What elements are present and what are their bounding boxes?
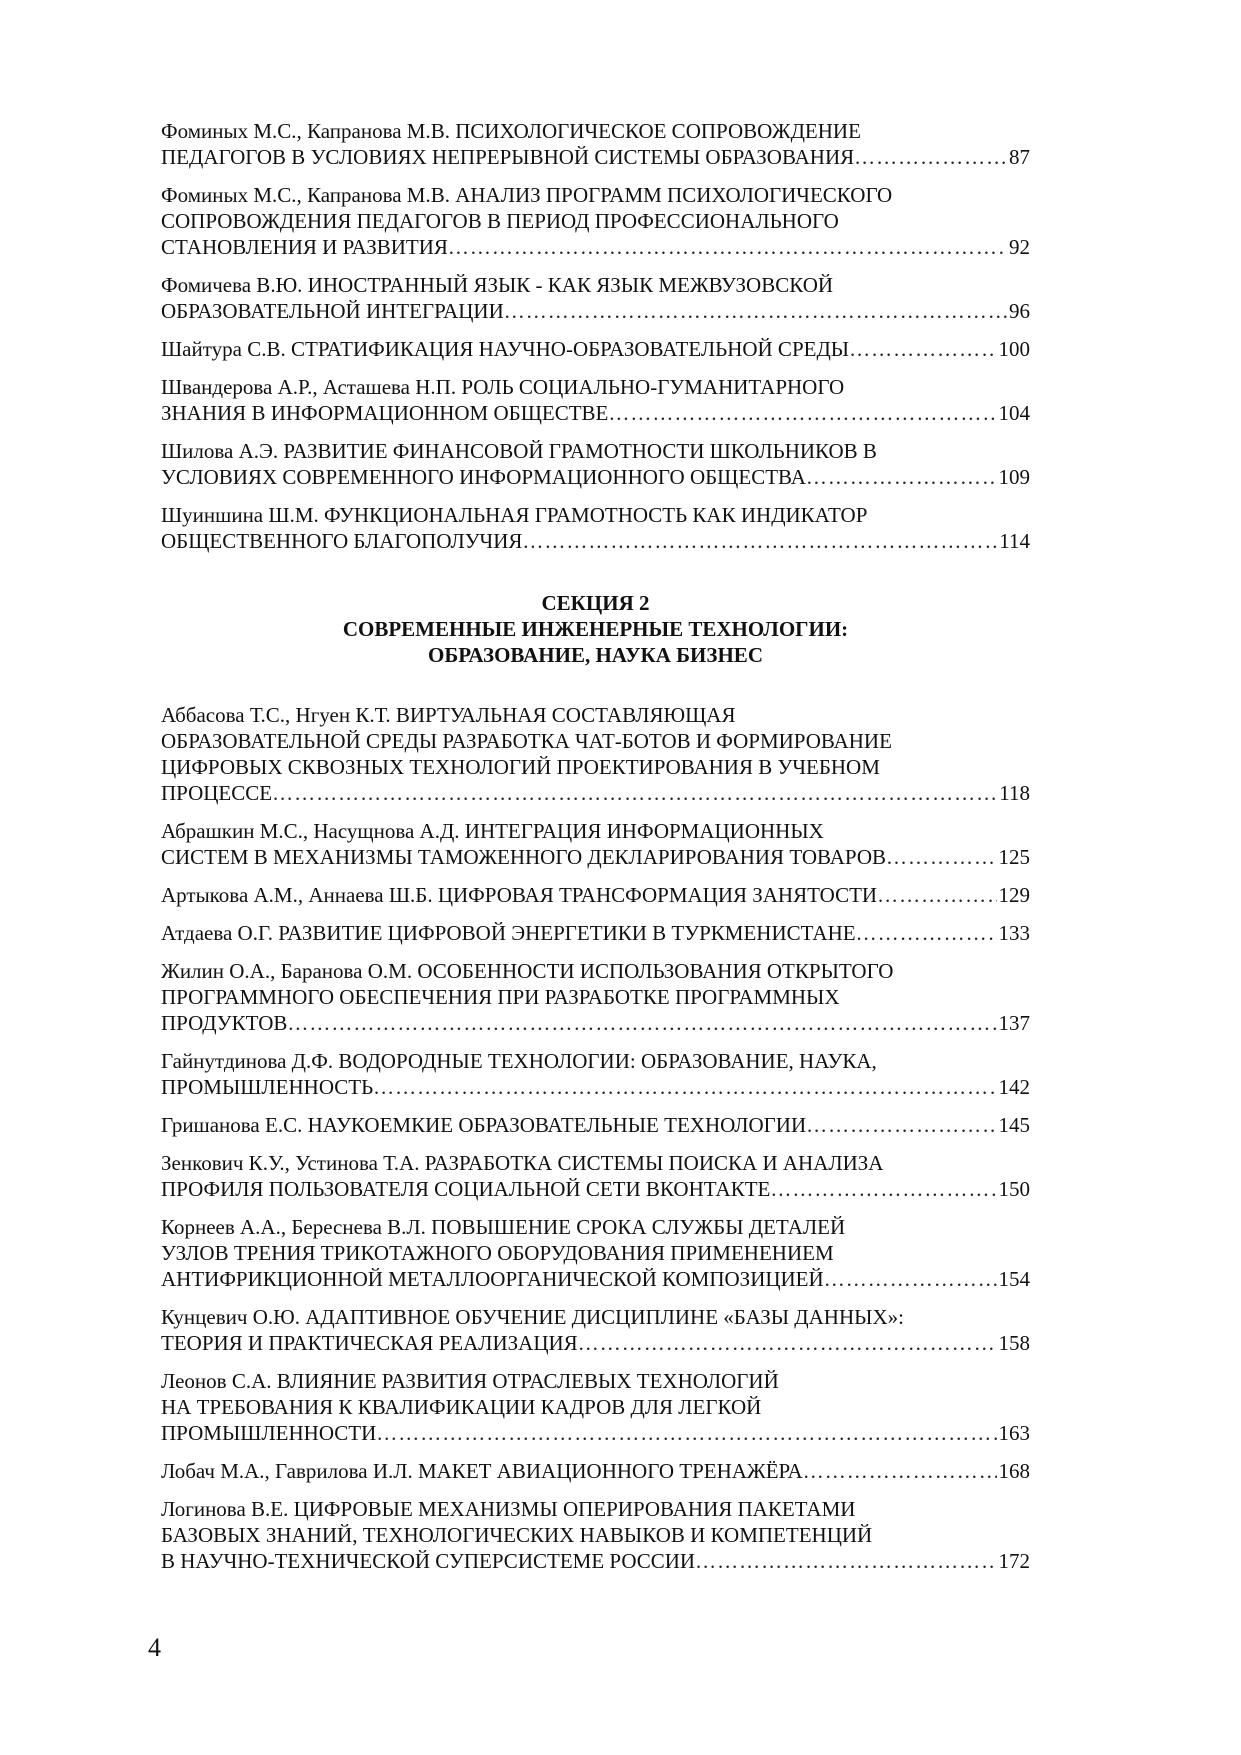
dot-leader: [886, 844, 997, 870]
toc-entry-page: 137: [998, 1011, 1030, 1035]
toc-entry-last-line: [161, 336, 1030, 362]
dot-leader: [522, 528, 997, 554]
toc-entry-last-line: [161, 844, 1030, 870]
toc-entry-text: Атдаева О.Г. РАЗВИТИЕ ЦИФРОВОЙ ЭНЕРГЕТИКИ В ТУРКМЕНИСТАНЕ: [161, 921, 856, 945]
toc-entry-last-line: [161, 1548, 1030, 1574]
toc-entry-last-line: [161, 528, 1030, 554]
toc-entry-page: 96: [1009, 299, 1030, 323]
page-number: 4: [148, 1633, 161, 1662]
toc-entry-page: 129: [998, 883, 1030, 907]
toc-entry-line: Швандерова А.Р., Асташева Н.П. РОЛЬ СОЦИАЛЬНО-ГУМАНИТАРНОГО: [161, 375, 845, 399]
toc-entry-page: 142: [998, 1075, 1030, 1099]
toc-entry-page: 133: [998, 921, 1030, 945]
dot-leader: [877, 882, 996, 908]
dot-leader: [448, 234, 1007, 260]
toc-entry-page: 163: [998, 1421, 1030, 1445]
toc-entry-line: Фомичева В.Ю. ИНОСТРАННЫЙ ЯЗЫК - КАК ЯЗЫК МЕЖВУЗОВСКОЙ: [161, 273, 834, 297]
toc-entry-text: ПЕДАГОГОВ В УСЛОВИЯХ НЕПРЕРЫВНОЙ СИСТЕМЫ ОБРАЗОВАНИЯ: [161, 145, 855, 169]
toc-entry-page: 92: [1009, 235, 1030, 259]
toc-entry-text: СИСТЕМ В МЕХАНИЗМЫ ТАМОЖЕННОГО ДЕКЛАРИРОВАНИЯ ТОВАРОВ: [161, 845, 886, 869]
toc-entry-line: НА ТРЕБОВАНИЯ К КВАЛИФИКАЦИИ КАДРОВ ДЛЯ ЛЕГКОЙ: [161, 1395, 762, 1419]
dot-leader: [373, 1074, 996, 1100]
dot-leader: [578, 1330, 997, 1356]
toc-entry-page: 145: [998, 1113, 1030, 1137]
toc-entry-text: Лобач М.А., Гаврилова И.Л. МАКЕТ АВИАЦИОННОГО ТРЕНАЖЁРА: [161, 1459, 803, 1483]
dot-leader: [806, 464, 997, 490]
toc-entry-last-line: [161, 1074, 1030, 1100]
toc-entry[interactable]: [161, 272, 1030, 324]
dot-leader: [770, 1176, 996, 1202]
toc-entry-text: ПРОЦЕССЕ: [161, 781, 273, 805]
toc-entry-last-line: [161, 780, 1030, 806]
section-heading: [161, 590, 1030, 668]
toc-entry-page: 104: [998, 401, 1030, 425]
toc-entry[interactable]: [161, 882, 1030, 908]
toc-entry-last-line: [161, 1458, 1030, 1484]
toc-entry-page: 125: [998, 845, 1030, 869]
toc-entry-text: В НАУЧНО-ТЕХНИЧЕСКОЙ СУПЕРСИСТЕМЕ РОССИИ: [161, 1549, 696, 1573]
dot-leader: [287, 1010, 996, 1036]
dot-leader: [849, 336, 996, 362]
toc-entry[interactable]: [161, 1048, 1030, 1100]
toc-entry-text: ПРОФИЛЯ ПОЛЬЗОВАТЕЛЯ СОЦИАЛЬНОЙ СЕТИ ВКОНТАКТЕ: [161, 1177, 771, 1201]
toc-entry-text: ТЕОРИЯ И ПРАКТИЧЕСКАЯ РЕАЛИЗАЦИЯ: [161, 1331, 578, 1355]
toc-entry[interactable]: [161, 374, 1030, 426]
toc-entry[interactable]: [161, 118, 1030, 170]
dot-leader: [806, 1112, 996, 1138]
toc-entry-line: Жилин О.А., Баранова О.М. ОСОБЕННОСТИ ИСПОЛЬЗОВАНИЯ ОТКРЫТОГО: [161, 959, 894, 983]
toc-entry-last-line: [161, 1266, 1030, 1292]
toc-entry-text: СТАНОВЛЕНИЯ И РАЗВИТИЯ: [161, 235, 448, 259]
toc-entry-line: СОПРОВОЖДЕНИЯ ПЕДАГОГОВ В ПЕРИОД ПРОФЕССИОНАЛЬНОГО: [161, 209, 839, 233]
toc-entry[interactable]: [161, 438, 1030, 490]
toc-entry-line: Корнеев А.А., Береснева В.Л. ПОВЫШЕНИЕ СРОКА СЛУЖБЫ ДЕТАЛЕЙ: [161, 1215, 846, 1239]
toc-entry-text: Гришанова Е.С. НАУКОЕМКИЕ ОБРАЗОВАТЕЛЬНЫЕ ТЕХНОЛОГИИ: [161, 1113, 807, 1137]
toc-entry-text: ПРОМЫШЛЕННОСТЬ: [161, 1075, 374, 1099]
toc-entry[interactable]: [161, 1112, 1030, 1138]
toc-entry[interactable]: [161, 818, 1030, 870]
toc-entry-last-line: [161, 1330, 1030, 1356]
dot-leader: [856, 920, 997, 946]
toc-entry-text: ПРОДУКТОВ: [161, 1011, 288, 1035]
toc-entry-page: 118: [999, 781, 1030, 805]
toc-entry-page: 100: [998, 337, 1030, 361]
toc-entry-text: ОБЩЕСТВЕННОГО БЛАГОПОЛУЧИЯ: [161, 529, 523, 553]
toc-entry-line: ЦИФРОВЫХ СКВОЗНЫХ ТЕХНОЛОГИЙ ПРОЕКТИРОВАНИЯ В УЧЕБНОМ: [161, 755, 880, 779]
toc-entry-line: Абрашкин М.С., Насущнова А.Д. ИНТЕГРАЦИЯ ИНФОРМАЦИОННЫХ: [161, 819, 824, 843]
toc-entry-line: УЗЛОВ ТРЕНИЯ ТРИКОТАЖНОГО ОБОРУДОВАНИЯ ПРИМЕНЕНИЕМ: [161, 1241, 834, 1265]
toc-entry-page: 87: [1009, 145, 1030, 169]
toc-entry-text: Шайтура С.В. СТРАТИФИКАЦИЯ НАУЧНО-ОБРАЗОВАТЕЛЬНОЙ СРЕДЫ: [161, 337, 850, 361]
toc-entry-page: 168: [998, 1459, 1030, 1483]
toc-entry-page: 172: [998, 1549, 1030, 1573]
toc-entry-text: ОБРАЗОВАТЕЛЬНОЙ ИНТЕГРАЦИИ: [161, 299, 504, 323]
section-title-line1: СОВРЕМЕННЫЕ ИНЖЕНЕРНЫЕ ТЕХНОЛОГИИ:: [342, 617, 849, 641]
toc-entry[interactable]: [161, 1368, 1030, 1446]
dot-leader: [695, 1548, 996, 1574]
toc-entry-page: 109: [998, 465, 1030, 489]
toc-entry-last-line: [161, 1112, 1030, 1138]
toc-entry-last-line: [161, 298, 1030, 324]
toc-entry[interactable]: [161, 702, 1030, 806]
dot-leader: [504, 298, 1007, 324]
toc-entry[interactable]: [161, 1304, 1030, 1356]
dot-leader: [803, 1458, 997, 1484]
toc-entry-line: Леонов С.А. ВЛИЯНИЕ РАЗВИТИЯ ОТРАСЛЕВЫХ ТЕХНОЛОГИЙ: [161, 1369, 779, 1393]
toc-entry[interactable]: [161, 1214, 1030, 1292]
toc-entry-last-line: [161, 144, 1030, 170]
toc-entry[interactable]: [161, 1458, 1030, 1484]
dot-leader: [824, 1266, 997, 1292]
toc-entry-last-line: [161, 1010, 1030, 1036]
toc-entry-text: АНТИФРИКЦИОННОЙ МЕТАЛЛООРГАНИЧЕСКОЙ КОМПОЗИЦИЕЙ: [161, 1267, 824, 1291]
dot-leader: [272, 780, 997, 806]
toc-entry[interactable]: [161, 502, 1030, 554]
toc-entry-page: 154: [998, 1267, 1030, 1291]
toc-entry[interactable]: [161, 920, 1030, 946]
toc-entry-last-line: [161, 234, 1030, 260]
toc-entry-last-line: [161, 882, 1030, 908]
toc-entry-text: ПРОМЫШЛЕННОСТИ: [161, 1421, 377, 1445]
toc-entry-text: ЗНАНИЯ В ИНФОРМАЦИОННОМ ОБЩЕСТВЕ: [161, 401, 609, 425]
dot-leader: [854, 144, 1007, 170]
toc-entry-line: Зенкович К.У., Устинова Т.А. РАЗРАБОТКА СИСТЕМЫ ПОИСКА И АНАЛИЗА: [161, 1151, 884, 1175]
dot-leader: [608, 400, 996, 426]
toc-entry-line: Аббасова Т.С., Нгуен К.Т. ВИРТУАЛЬНАЯ СОСТАВЛЯЮЩАЯ: [161, 703, 736, 727]
section-title-line2: ОБРАЗОВАНИЕ, НАУКА БИЗНЕС: [428, 643, 763, 667]
toc-entry-last-line: [161, 400, 1030, 426]
toc-entry[interactable]: [161, 182, 1030, 260]
toc-entry-line: ОБРАЗОВАТЕЛЬНОЙ СРЕДЫ РАЗРАБОТКА ЧАТ-БОТОВ И ФОРМИРОВАНИЕ: [161, 729, 892, 753]
toc-entry-last-line: [161, 1176, 1030, 1202]
dot-leader: [376, 1420, 996, 1446]
toc-entry-last-line: [161, 920, 1030, 946]
toc-entry[interactable]: [161, 336, 1030, 362]
toc-entry-line: ПРОГРАММНОГО ОБЕСПЕЧЕНИЯ ПРИ РАЗРАБОТКЕ ПРОГРАММНЫХ: [161, 985, 840, 1009]
toc-entry-text: УСЛОВИЯХ СОВРЕМЕННОГО ИНФОРМАЦИОННОГО ОБЩЕСТВА: [161, 465, 806, 489]
toc-entry-line: Логинова В.Е. ЦИФРОВЫЕ МЕХАНИЗМЫ ОПЕРИРОВАНИЯ ПАКЕТАМИ: [161, 1497, 856, 1521]
table-of-contents: [161, 118, 1030, 1586]
toc-entry[interactable]: [161, 1150, 1030, 1202]
toc-entry-text: Артыкова А.М., Аннаева Ш.Б. ЦИФРОВАЯ ТРАНСФОРМАЦИЯ ЗАНЯТОСТИ: [161, 883, 878, 907]
toc-entry-line: Гайнутдинова Д.Ф. ВОДОРОДНЫЕ ТЕХНОЛОГИИ: ОБРАЗОВАНИЕ, НАУКА,: [161, 1049, 877, 1073]
toc-entry-line: Кунцевич О.Ю. АДАПТИВНОЕ ОБУЧЕНИЕ ДИСЦИПЛИНЕ «БАЗЫ ДАННЫХ»:: [161, 1305, 904, 1329]
section-number: СЕКЦИЯ 2: [541, 591, 650, 615]
toc-entry[interactable]: [161, 1496, 1030, 1574]
toc-entry-line: Фоминых М.С., Капранова М.В. ПСИХОЛОГИЧЕСКОЕ СОПРОВОЖДЕНИЕ: [161, 119, 861, 143]
toc-entry-last-line: [161, 464, 1030, 490]
toc-entry-page: 158: [998, 1331, 1030, 1355]
toc-entry-line: Шилова А.Э. РАЗВИТИЕ ФИНАНСОВОЙ ГРАМОТНОСТИ ШКОЛЬНИКОВ В: [161, 439, 877, 463]
toc-entry-page: 150: [998, 1177, 1030, 1201]
toc-entry[interactable]: [161, 958, 1030, 1036]
toc-entry-page: 114: [999, 529, 1030, 553]
toc-entry-last-line: [161, 1420, 1030, 1446]
toc-entries-part1: [161, 118, 1030, 554]
toc-entry-line: Фоминых М.С., Капранова М.В. АНАЛИЗ ПРОГРАММ ПСИХОЛОГИЧЕСКОГО: [161, 183, 893, 207]
toc-entries-part2: [161, 702, 1030, 1574]
toc-entry-line: Шуиншина Ш.М. ФУНКЦИОНАЛЬНАЯ ГРАМОТНОСТЬ КАК ИНДИКАТОР: [161, 503, 868, 527]
toc-entry-line: БАЗОВЫХ ЗНАНИЙ, ТЕХНОЛОГИЧЕСКИХ НАВЫКОВ И КОМПЕТЕНЦИЙ: [161, 1523, 873, 1547]
